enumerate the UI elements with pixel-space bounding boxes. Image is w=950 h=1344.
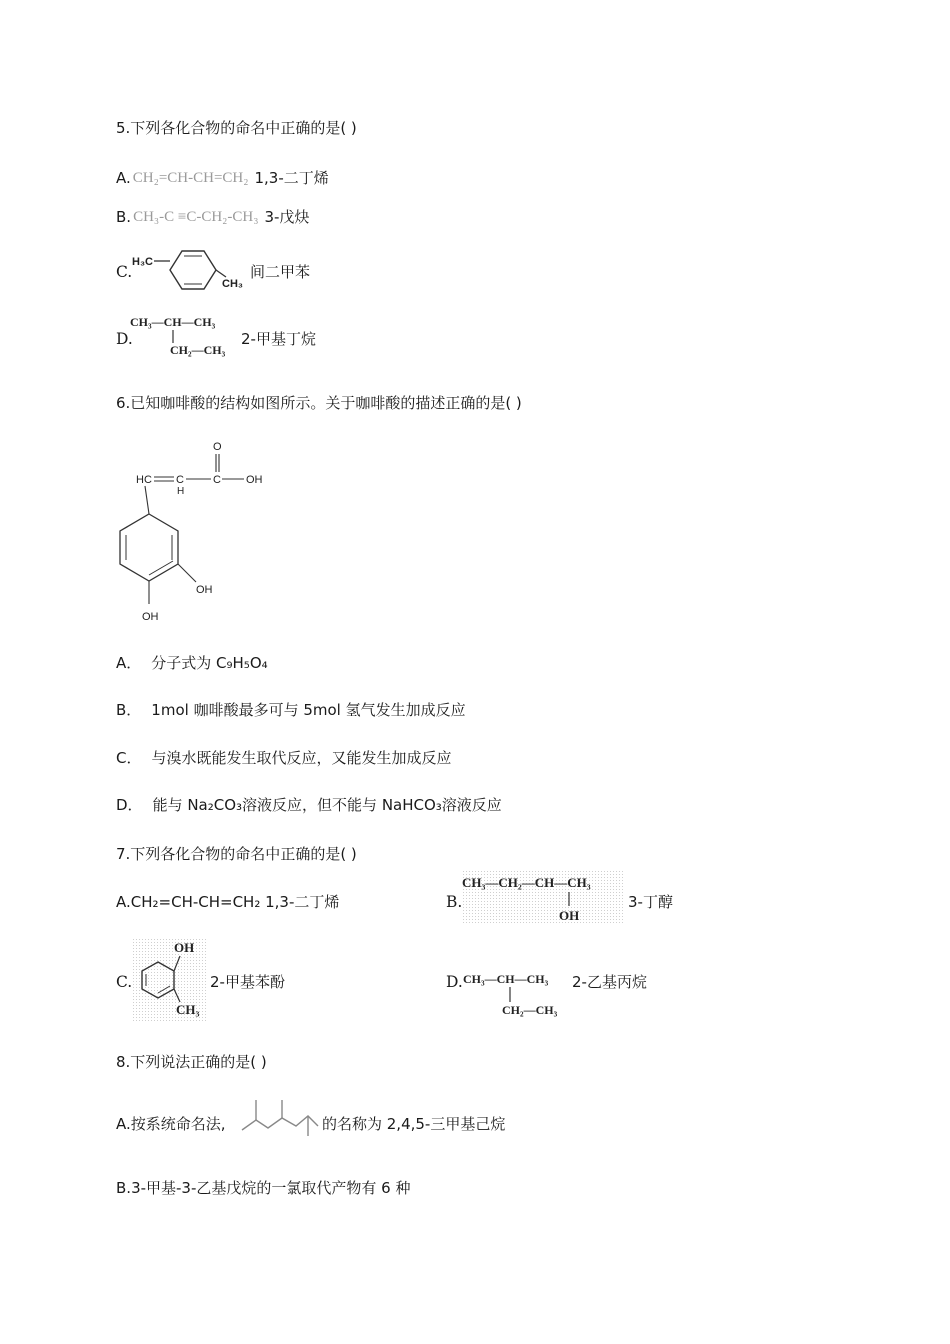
h-label: H xyxy=(177,486,185,497)
q6-option-b[interactable] xyxy=(116,700,466,720)
row2: CH₂—CH₃ xyxy=(170,343,226,357)
option-label: A. xyxy=(116,169,131,187)
q7-option-a[interactable] xyxy=(116,892,339,912)
hc-label: HC xyxy=(136,474,152,486)
q7-option-d-label: D. xyxy=(446,973,463,991)
q7b-name: 3-丁醇 xyxy=(628,893,673,911)
q5a-formula: CH₂=CH-CH=CH₂ xyxy=(132,170,249,186)
q5-option-b[interactable] xyxy=(116,207,309,227)
oh-acid: OH xyxy=(246,474,263,486)
option-label: B. xyxy=(116,1179,132,1197)
q6-option-d[interactable] xyxy=(116,795,502,815)
option-label: A. xyxy=(116,1115,131,1133)
oh-meta: OH xyxy=(196,584,213,596)
butanol-structure xyxy=(462,870,624,924)
option-text: 与溴水既能发生取代反应，又能发生加成反应 xyxy=(151,749,452,767)
q7-stem: 7.下列各化合物的命名中正确的是( ) xyxy=(116,845,357,863)
q8-stem: 8.下列说法正确的是( ) xyxy=(116,1053,267,1071)
option-text: 分子式为 C₉H₅O₄ xyxy=(151,654,268,672)
option-label: C． xyxy=(116,749,142,767)
row1: CH₃—CH—CH₃ xyxy=(130,315,216,329)
q7c-name: 2-甲基苯酚 xyxy=(210,973,285,991)
row2: OH xyxy=(559,908,580,923)
q6-option-a[interactable] xyxy=(116,653,268,673)
option-label: A. xyxy=(116,893,131,911)
q8a-post: 的名称为 2,4,5-三甲基己烷 xyxy=(322,1115,506,1133)
h3c-label: H₃C xyxy=(132,256,153,268)
q8-option-a[interactable] xyxy=(116,1114,226,1134)
option-text: 1mol 咖啡酸最多可与 5mol 氢气发生加成反应 xyxy=(151,701,466,719)
q5-option-a[interactable] xyxy=(116,168,329,188)
methylbutane-structure xyxy=(130,310,238,362)
row2: CH₂—CH₃ xyxy=(502,1003,558,1017)
methylphenol-structure xyxy=(132,938,206,1022)
q6-stem: 6.已知咖啡酸的结构如图所示。关于咖啡酸的描述正确的是( ) xyxy=(116,394,522,412)
ch3-label: CH₃ xyxy=(222,278,243,290)
oh-label: OH xyxy=(174,940,195,955)
q6-option-c[interactable] xyxy=(116,748,452,768)
option-pre: 按系统命名法, xyxy=(130,1115,226,1133)
row1: CH₃—CH₂—CH—CH₃ xyxy=(462,875,591,890)
skeletal-structure xyxy=(238,1092,320,1144)
q8-option-b[interactable] xyxy=(116,1178,410,1198)
ch3-label: CH₃ xyxy=(176,1002,200,1017)
q5-stem: 5.下列各化合物的命名中正确的是( ) xyxy=(116,119,357,137)
c2-label: C xyxy=(213,474,221,486)
option-text: 能与 Na₂CO₃溶液反应，但不能与 NaHCO₃溶液反应 xyxy=(152,796,502,814)
c-label: C xyxy=(176,474,184,486)
caffeic-acid-structure xyxy=(118,436,278,626)
option-label: A． xyxy=(116,654,142,672)
q7d-name: 2-乙基丙烷 xyxy=(572,973,647,991)
option-label: D． xyxy=(116,796,143,814)
carbonyl-o: O xyxy=(213,441,222,453)
q7-option-c-label: C. xyxy=(116,973,133,991)
q5-option-d-label: D. xyxy=(116,330,133,348)
q5-option-c-label: C. xyxy=(116,263,133,281)
q5b-name: 3-戊炔 xyxy=(264,208,310,226)
row1: CH₃—CH—CH₃ xyxy=(463,972,549,986)
option-label: B. xyxy=(116,208,132,226)
q7-option-b-label: B. xyxy=(446,893,463,911)
q5a-name: 1,3-二丁烯 xyxy=(254,169,329,187)
option-label: B． xyxy=(116,701,142,719)
q5d-name: 2-甲基丁烷 xyxy=(241,330,316,348)
oh-para: OH xyxy=(142,611,159,623)
ethylpropane-structure xyxy=(463,966,565,1022)
q5c-name: 间二甲苯 xyxy=(250,263,311,281)
xylene-structure xyxy=(130,243,250,301)
q5b-formula: CH₃-C ≡C-CH₂-CH₃ xyxy=(133,209,259,225)
option-text: CH₂=CH-CH=CH₂ 1,3-二丁烯 xyxy=(130,893,340,911)
option-text: 3-甲基-3-乙基戊烷的一氯取代产物有 6 种 xyxy=(131,1179,411,1197)
